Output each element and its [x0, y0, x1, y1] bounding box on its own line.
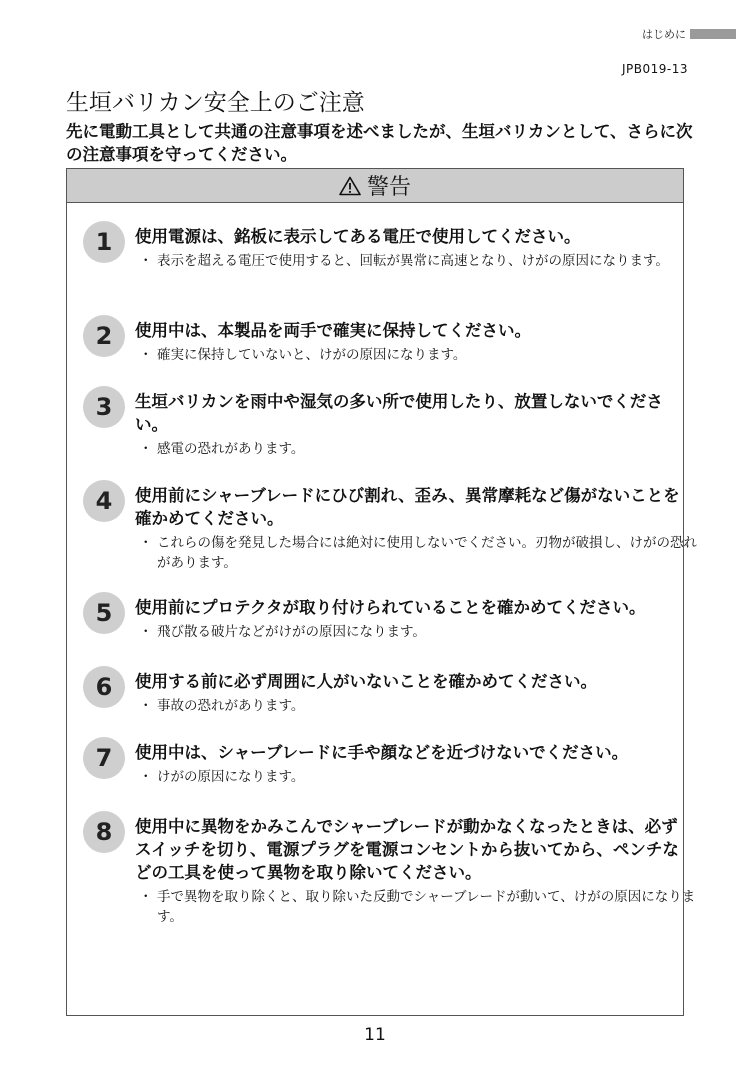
item-title: 使用中に異物をかみこんでシャーブレードが動かなくなったときは、必ずスイッチを切り、電源プラグを電源コンセントから抜いてから、ペンチなどの工具を使って異物を取り除いてください。 [135, 817, 679, 882]
item-number-badge: 1 [83, 221, 125, 263]
item-number-badge: 2 [83, 315, 125, 357]
item-number-badge: 6 [83, 666, 125, 708]
item-number-badge: 4 [83, 480, 125, 522]
item-note: ・ 確実に保持していないと、けがの原因になります。 [139, 345, 697, 365]
item-note: ・ 感電の恐れがあります。 [139, 439, 697, 459]
warning-triangle-icon [339, 176, 361, 196]
section-marker-bar [690, 29, 736, 39]
item-number-badge: 5 [83, 592, 125, 634]
item-number-badge: 8 [83, 811, 125, 853]
item-title: 使用中は、シャーブレードに手や顔などを近づけないでください。 [135, 743, 629, 762]
intro-text: 先に電動工具として共通の注意事項を述べましたが、生垣バリカンとして、さらに次の注意事項を守ってください。 [66, 122, 693, 164]
item-title: 使用前にシャーブレードにひび割れ、歪み、異常摩耗など傷がないことを確かめてください。 [135, 486, 680, 528]
item-title: 生垣バリカンを雨中や湿気の多い所で使用したり、放置しないでください。 [135, 392, 663, 434]
item-title: 使用電源は、銘板に表示してある電圧で使用してください。 [135, 227, 581, 246]
warning-header [67, 169, 683, 203]
item-note: ・ けがの原因になります。 [139, 767, 697, 787]
page-number: 11 [364, 1025, 386, 1045]
item-title: 使用する前に必ず周囲に人がいないことを確かめてください。 [135, 672, 597, 691]
item-title: 使用前にプロテクタが取り付けられていることを確かめてください。 [135, 598, 646, 617]
page-title: 生垣バリカン安全上のご注意 [66, 90, 365, 116]
item-note: ・ 飛び散る破片などがけがの原因になります。 [139, 622, 697, 642]
section-label: はじめに [642, 28, 686, 41]
item-note: ・ 事故の恐れがあります。 [139, 696, 697, 716]
item-note: ・ これらの傷を発見した場合には絶対に使用しないでください。刃物が破損し、けがの恐れがあります。 [139, 533, 697, 573]
item-note: ・ 手で異物を取り除くと、取り除いた反動でシャーブレードが動いて、けがの原因になります。 [139, 887, 697, 927]
item-note: ・ 表示を超える電圧で使用すると、回転が異常に高速となり、けがの原因になります。 [139, 251, 697, 271]
item-title: 使用中は、本製品を両手で確実に保持してください。 [135, 321, 531, 340]
document-code: JPB019-13 [621, 62, 688, 76]
warning-box [66, 168, 697, 1016]
item-number-badge: 3 [83, 386, 125, 428]
warning-title: 警告 [366, 175, 411, 200]
item-number-badge: 7 [83, 737, 125, 779]
